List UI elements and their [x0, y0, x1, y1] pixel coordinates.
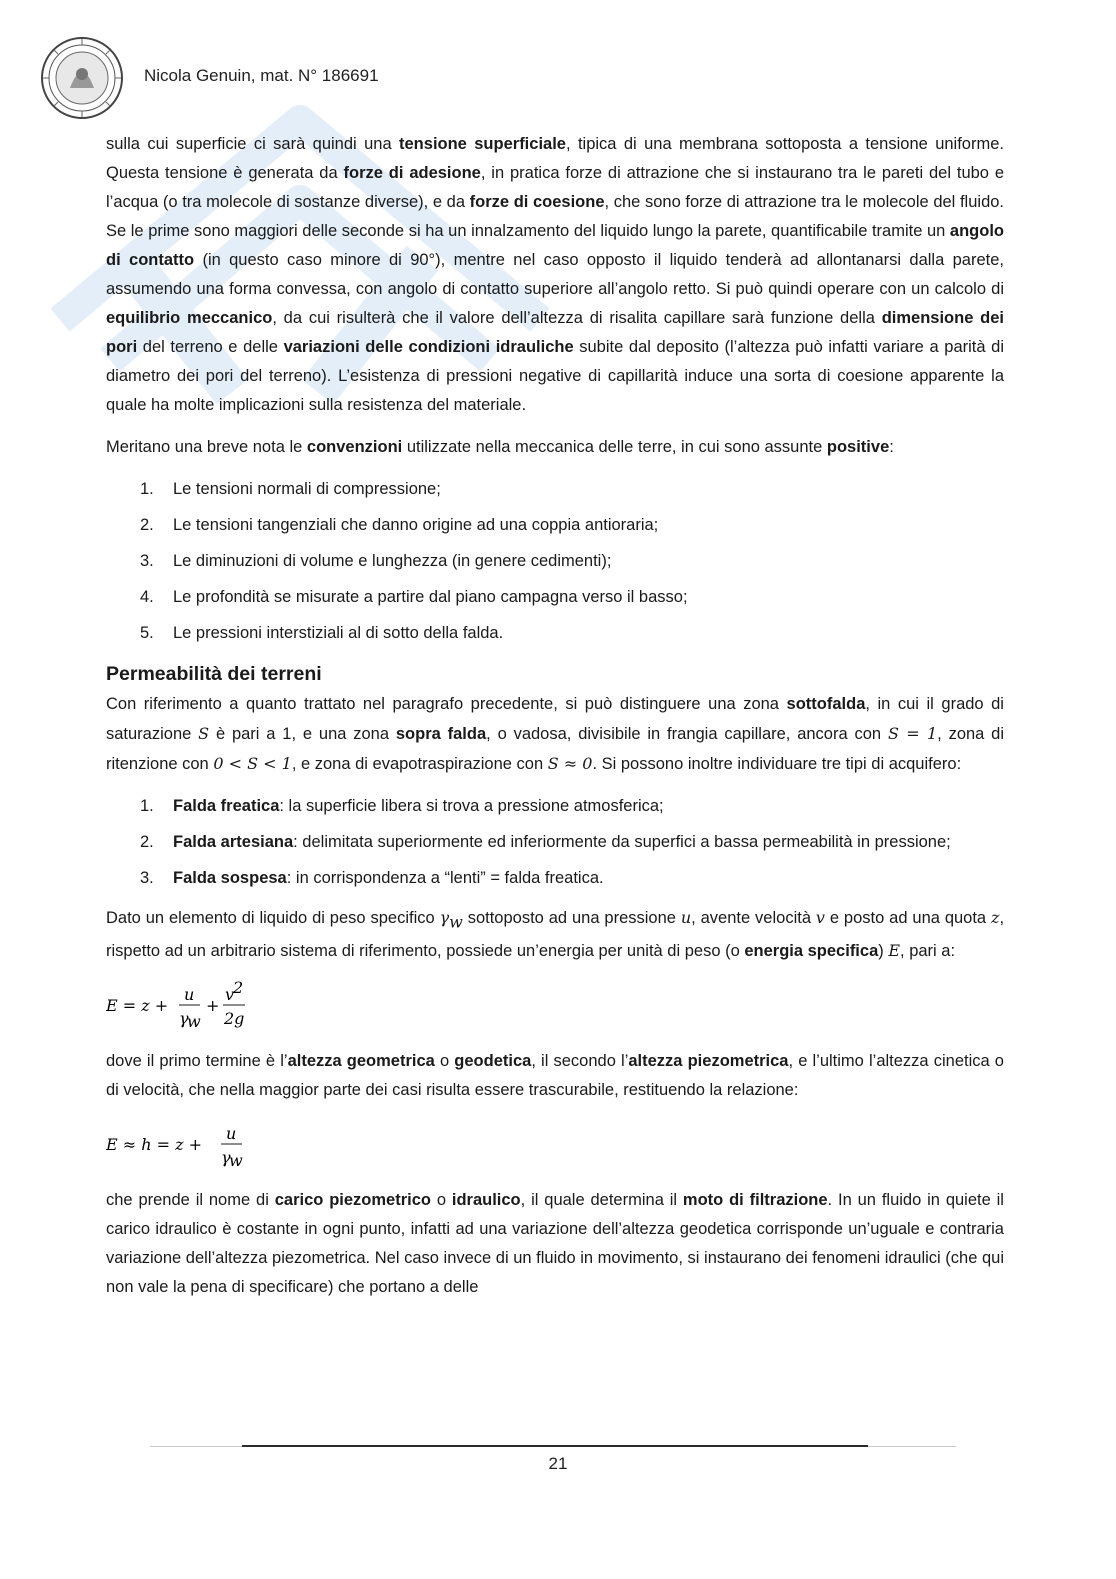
list-item-text: : delimitata superiormente ed inferiormente da superfici a bassa permeabilità in pressione;	[293, 833, 951, 851]
list-item-text: : la superficie libera si trova a pressione atmosferica;	[279, 797, 664, 815]
text-run: , il quale determina il	[520, 1191, 683, 1210]
math-symbol: S ≈ 0	[547, 754, 593, 773]
eq1-frac2-num-sup: 2	[233, 979, 244, 998]
equation-hydraulic-head	[106, 1118, 1004, 1172]
list-item	[106, 864, 1004, 893]
list-number: 2.	[140, 833, 154, 851]
text-run: dove il primo termine è l’	[106, 1052, 288, 1071]
bold-term: carico piezometrico	[274, 1191, 431, 1210]
list-item-text: Le profondità se misurate a partire dal piano campagna verso il basso;	[173, 588, 688, 606]
math-symbol: v	[815, 908, 825, 927]
list-number: 3.	[140, 552, 154, 570]
text-run: , tipica di una membrana sottoposta a tensione uniforme. Questa tensione è generata da	[106, 135, 1004, 182]
eq1-frac1-den: γ	[179, 1009, 189, 1029]
text-run: , da cui risulterà che il valore dell’altezza di risalita capillare sarà funzione della	[272, 309, 882, 327]
eq1-frac2-num: v	[225, 985, 235, 1005]
bold-term: sottofalda	[786, 695, 866, 713]
eq1-lhs: E = z +	[106, 996, 169, 1016]
list-number: 1.	[140, 480, 154, 498]
list-number: 4.	[140, 588, 154, 606]
list-item	[106, 475, 1004, 504]
footer-rule-dark	[242, 1445, 868, 1447]
main-content	[106, 130, 1004, 1315]
text-run: , zona di ritenzione con	[106, 725, 1005, 773]
bold-term: tensione superficiale	[399, 135, 566, 153]
text-run: . In un fluido in quiete il carico idraulico è costante in ogni punto, infatti ad una variazione dell’altezza geodetica corrisponde un’uguale e contraria variazione dell’altezza piezometrica. Nel caso invece di un fluido in movimento, si instaurano dei fenomeni idraulici (che qui non vale la pena di specificare) che portano a delle	[106, 1191, 1004, 1297]
list-number: 3.	[140, 869, 154, 887]
math-symbol: z	[991, 908, 1000, 927]
eq1-plus: +	[206, 996, 220, 1016]
eq2-frac-num: u	[226, 1124, 237, 1144]
text-run: (in questo caso minore di 90°), mentre nel caso opposto il liquido tenderà ad allontanarsi dalla parete, assumendo una forma convessa, con angolo di contatto superiore all’angolo retto. Si può quindi operare con un calcolo di	[106, 251, 1004, 298]
bold-term: altezza piezometrica	[628, 1052, 789, 1071]
text-run: , rispetto ad un arbitrario sistema di riferimento, possiede un’energia per unità di peso (o	[106, 909, 1005, 961]
author-line: Nicola Genuin, mat. N° 186691	[144, 66, 379, 85]
list-item	[106, 583, 1004, 612]
text-run: è pari a 1, e una zona	[209, 725, 396, 743]
text-run: , in pratica forze di attrazione che si instaurano tra le pareti del tubo e l’acqua (o tra molecole di sostanze diverse), e da	[106, 164, 1005, 211]
section-heading: Permeabilità dei terreni	[106, 663, 322, 685]
bold-term: Falda freatica	[173, 797, 280, 815]
bold-term: geodetica	[454, 1052, 532, 1071]
paragraph-heights	[106, 1047, 1004, 1105]
text-run: del terreno e delle	[137, 338, 284, 356]
bold-term: equilibrio meccanico	[106, 309, 273, 327]
text-run: o	[430, 1191, 452, 1210]
text-run: , il secondo l’	[531, 1052, 629, 1071]
list-item	[106, 547, 1004, 576]
text-run: )	[878, 942, 889, 961]
text-run: , e l’ultimo l’altezza cinetica o di velocità, che nella maggior parte dei casi risulta essere trascurabile, restituendo la relazione:	[106, 1052, 1004, 1100]
list-item	[106, 828, 1004, 857]
bold-term: altezza geometrica	[287, 1052, 435, 1071]
list-item-text: Le pressioni interstiziali al di sotto della falda.	[173, 624, 504, 642]
bold-term: convenzioni	[306, 438, 403, 456]
bold-term: variazioni delle condizioni idrauliche	[283, 338, 574, 356]
list-number: 5.	[140, 624, 154, 642]
bold-term: Falda sospesa	[173, 869, 287, 887]
bold-term: energia specifica	[744, 942, 879, 961]
math-symbol: 0 < S < 1	[213, 754, 292, 773]
list-number: 2.	[140, 516, 154, 534]
text-run: , o vadosa, divisibile in frangia capillare, ancora con	[486, 725, 888, 743]
math-symbol: S = 1	[887, 724, 938, 743]
eq1-frac2-den: 2g	[224, 1009, 245, 1029]
text-run: che prende il nome di	[106, 1191, 275, 1210]
bold-term: forze di adesione	[343, 164, 481, 182]
paragraph-specific-energy	[106, 903, 1004, 966]
text-run: sulla cui superficie ci sarà quindi una	[106, 135, 400, 153]
aquifer-list	[106, 792, 1004, 893]
text-run: e posto ad una quota	[824, 909, 991, 927]
paragraph-conventions-intro	[106, 433, 1004, 462]
text-run: . Si possono inoltre individuare tre tipi di acquifero:	[592, 755, 962, 773]
bold-term: Falda artesiana	[173, 833, 294, 851]
bold-term: sopra falda	[395, 725, 487, 743]
paragraph-hydraulic-head	[106, 1186, 1004, 1302]
eq2-lhs: E ≈ h = z +	[106, 1135, 203, 1155]
text-run: , pari a:	[900, 942, 956, 961]
list-item-text: : in corrispondenza a “lenti” = falda freatica.	[286, 869, 604, 887]
text-run: o	[434, 1052, 455, 1071]
bold-term: idraulico	[451, 1191, 521, 1210]
math-symbol: u	[680, 908, 692, 927]
math-symbol: S	[198, 724, 210, 743]
text-run: Dato un elemento di liquido di peso specifico	[106, 909, 440, 927]
bold-term: moto di filtrazione	[682, 1191, 828, 1210]
bold-term: positive	[826, 438, 890, 456]
eq2-frac-den-sub: w	[229, 1151, 243, 1171]
university-seal-icon	[40, 36, 124, 120]
list-item-text: Le tensioni normali di compressione;	[173, 480, 441, 498]
text-run: , e zona di evapotraspirazione con	[291, 755, 548, 773]
text-run: Meritano una breve nota le	[106, 438, 307, 456]
math-symbol: E	[888, 941, 901, 961]
text-run: , che sono forze di attrazione tra le molecole del fluido. Se le prime sono maggiori delle seconde si ha un innalzamento del liquido lungo la parete, quantificabile tramite un	[106, 193, 1005, 240]
math-symbol: γ	[439, 908, 450, 927]
text-run: subite dal deposito (l’altezza può infatti variare a parità di diametro dei pori del terreno). L’esistenza di pressioni negative di capillarità induce una sorta di coesione apparente la quale ha molte implicazioni sulla resistenza del materiale.	[106, 338, 1004, 414]
bold-term: dimensione dei pori	[106, 309, 1005, 356]
text-run: utilizzate nella meccanica delle terre, in cui sono assunte	[402, 438, 827, 456]
bold-term: angolo di contatto	[106, 222, 1004, 269]
math-symbol: w	[449, 912, 463, 932]
eq1-frac1-den-sub: w	[187, 1012, 201, 1032]
paragraph-saturation-zones	[106, 690, 1004, 779]
conventions-list	[106, 475, 1004, 648]
text-run: , avente velocità	[691, 909, 816, 927]
bold-term: forze di coesione	[469, 193, 605, 211]
equation-specific-energy	[106, 979, 1004, 1033]
page-number: 21	[548, 1454, 568, 1473]
page-header	[40, 36, 640, 120]
text-run: Con riferimento a quanto trattato nel paragrafo precedente, si può distinguere una zona	[106, 695, 787, 713]
text-run: :	[889, 438, 894, 456]
list-item-text: Le diminuzioni di volume e lunghezza (in genere cedimenti);	[173, 552, 612, 570]
text-run: , in cui il grado di saturazione	[106, 695, 1004, 743]
list-item	[106, 619, 1004, 648]
eq2-frac-den: γ	[221, 1148, 231, 1168]
eq1-frac1-num: u	[184, 985, 195, 1005]
list-item	[106, 792, 1004, 821]
list-item-text: Le tensioni tangenziali che danno origine ad una coppia antioraria;	[173, 516, 659, 534]
text-run: sottoposto ad una pressione	[462, 909, 681, 927]
list-number: 1.	[140, 797, 154, 815]
paragraph-capillarity	[106, 130, 1004, 420]
list-item	[106, 511, 1004, 540]
